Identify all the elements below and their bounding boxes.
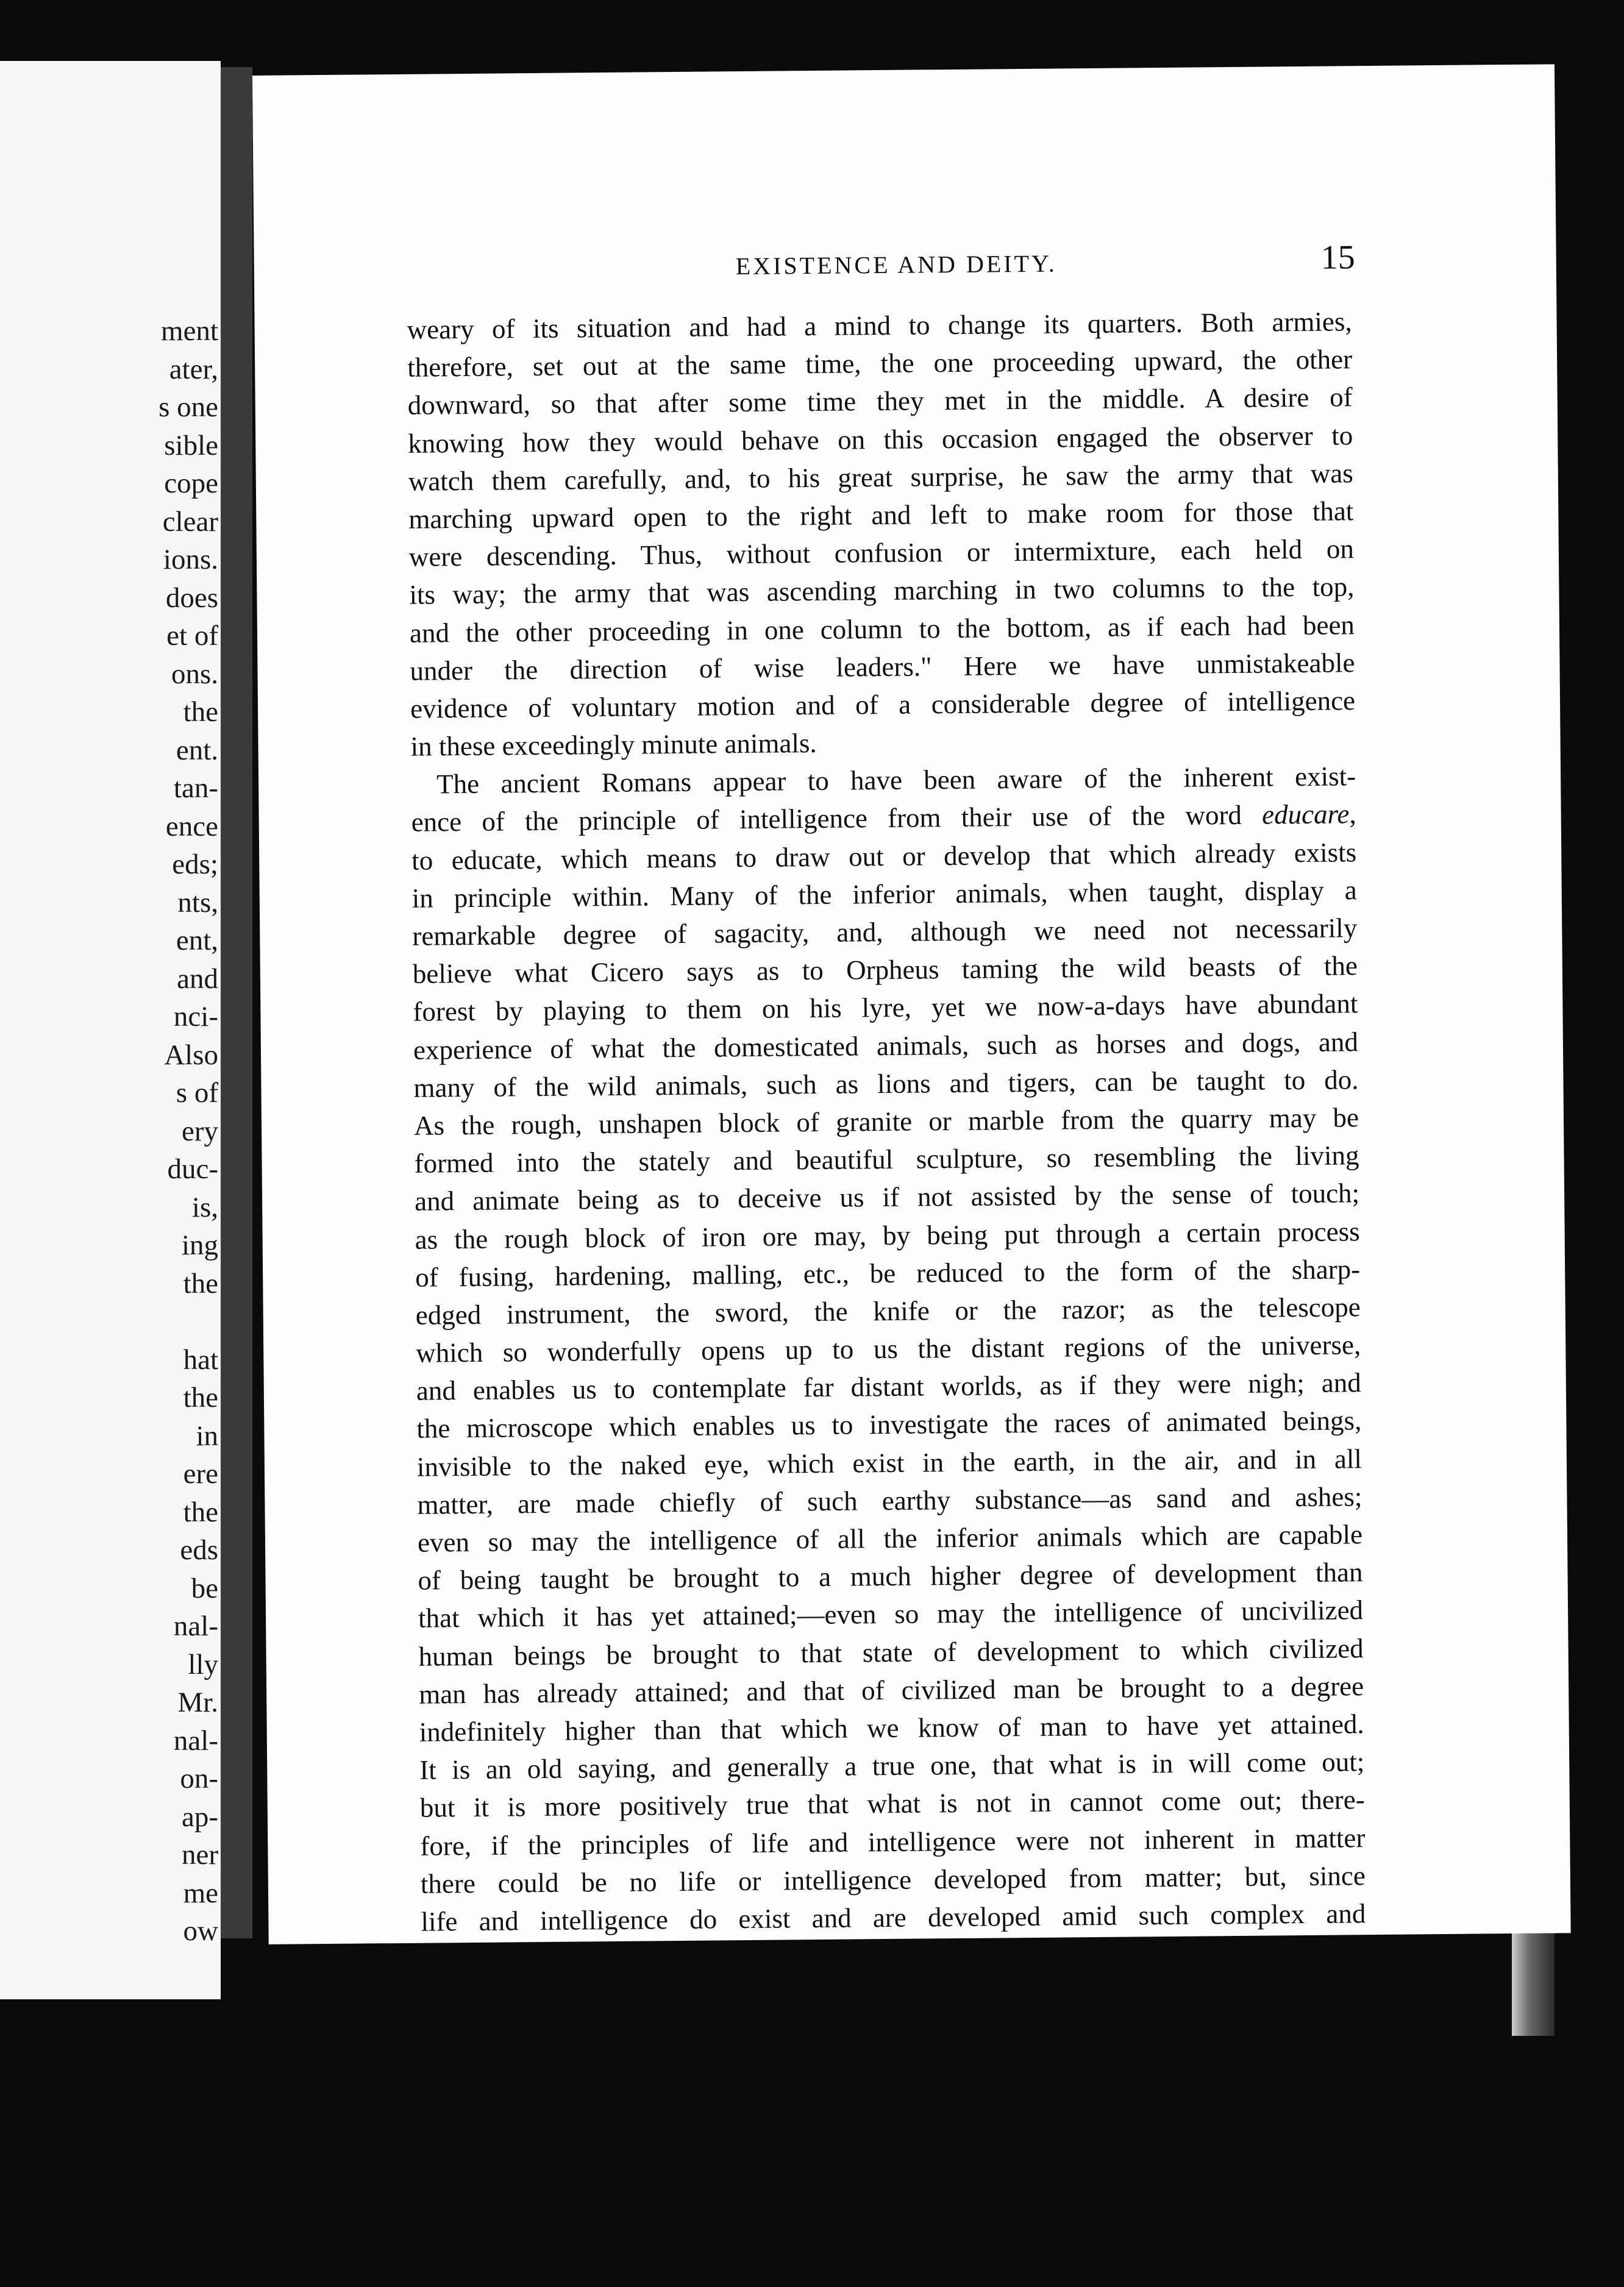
- facing-page-line: ions.: [163, 544, 218, 575]
- text-line: human beings be brought to that state of development to which civilized: [418, 1632, 1364, 1672]
- facing-page-line: ow: [183, 1915, 218, 1947]
- facing-page-line: the: [183, 1382, 218, 1414]
- text-line: watch them carefully, and, to his great surprise, he saw the army that was: [408, 458, 1353, 497]
- text-line: in these exceedingly minute animals.: [410, 728, 817, 762]
- facing-page-line: Mr.: [177, 1687, 218, 1718]
- text-line: and the other proceeding in one column to the bottom, as if each had been: [409, 609, 1355, 649]
- facing-page-line: the: [183, 696, 218, 728]
- text-line: invisible to the naked eye, which exist in the earth, in the air, and in all: [416, 1443, 1362, 1482]
- text-line: marching upward open to the right and left to make room for those that: [408, 496, 1354, 535]
- text-line: of being taught be brought to a much higher degree of development than: [418, 1557, 1363, 1596]
- book-page: [252, 64, 1571, 1944]
- facing-page-line: ent,: [176, 925, 218, 956]
- text-line: and enables us to contemplate far distant worlds, as if they were nigh; and: [416, 1367, 1362, 1406]
- text-line: but it is more positively true that what is not in cannot come out; there-: [419, 1784, 1365, 1824]
- text-line: ence of the principle of intelligence from their use of the word educare,: [411, 798, 1356, 838]
- text-line: edged instrument, the sword, the knife or the razor; as the telescope: [415, 1292, 1361, 1331]
- text-line: its way; the army that was ascending marching in two columns to the top,: [409, 571, 1355, 611]
- text-line: even so may the intelligence of all the inferior animals which are capable: [417, 1519, 1363, 1558]
- text-line: The ancient Romans appear to have been aware of the inherent exist-: [436, 761, 1356, 800]
- text-line: remarkable degree of sagacity, and, although we need not necessarily: [412, 912, 1358, 951]
- facing-page-line: nci-: [173, 1001, 218, 1033]
- text-line: knowing how they would behave on this occasion engaged the observer to: [408, 419, 1353, 459]
- facing-page-line: me: [183, 1877, 218, 1909]
- facing-page-line: ent.: [176, 734, 218, 766]
- facing-page-line: eds;: [172, 848, 218, 880]
- facing-page-line: is,: [191, 1191, 218, 1223]
- text-line: matter, are made chiefly of such earthy substance—as sand and ashes;: [417, 1481, 1362, 1520]
- facing-page-line: in: [196, 1420, 218, 1452]
- facing-page-line: cope: [164, 468, 218, 499]
- text-line: the microscope which enables us to investigate the races of animated beings,: [416, 1405, 1362, 1445]
- facing-page-line: does: [165, 582, 218, 614]
- text-line: fore, if the principles of life and intelligence were not inherent in matter: [420, 1822, 1366, 1862]
- text-line: evidence of voluntary motion and of a considerable degree of intelligence: [410, 685, 1356, 724]
- facing-page-line: ere: [183, 1458, 218, 1490]
- facing-page-line: ment: [161, 315, 218, 347]
- text-line: It is an old saying, and generally a true one, that what is in will come out;: [419, 1746, 1365, 1785]
- text-line: weary of its situation and had a mind to change its quarters. Both armies,: [407, 306, 1352, 345]
- text-line: believe what Cicero says as to Orpheus taming the wild beasts of the: [412, 950, 1358, 989]
- text-line: of fusing, hardening, malling, etc., be reduced to the form of the sharp-: [415, 1253, 1361, 1293]
- running-head: EXISTENCE AND DEITY.: [735, 249, 1057, 280]
- text-line: as the rough block of iron ore may, by being put through a certain process: [415, 1215, 1360, 1255]
- book-gutter: [221, 67, 252, 1938]
- text-line: formed into the stately and beautiful sculpture, so resembling the living: [414, 1140, 1359, 1179]
- text-line: many of the wild animals, such as lions and tigers, can be taught to do.: [413, 1064, 1359, 1103]
- facing-page-line: duc-: [167, 1153, 218, 1185]
- facing-page-line: et of: [166, 620, 218, 652]
- text-line: As the rough, unshapen block of granite or marble from the quarry may be: [413, 1102, 1359, 1141]
- text-line: and animate being as to deceive us if not assisted by the sense of touch;: [414, 1178, 1360, 1217]
- facing-page-line: be: [191, 1572, 218, 1604]
- text-line: there could be no life or intelligence developed from matter; but, since: [420, 1860, 1366, 1899]
- facing-page-line: ons.: [171, 658, 218, 690]
- text-line: under the direction of wise leaders." Here we have unmistakeable: [410, 647, 1355, 686]
- text-line: experience of what the domesticated animals, such as horses and dogs, and: [413, 1026, 1359, 1065]
- facing-page-line: eds: [180, 1534, 218, 1566]
- facing-page-line: and: [177, 962, 218, 995]
- text-line: to educate, which means to draw out or develop that which already exists: [411, 836, 1357, 876]
- page-number: 15: [1320, 238, 1355, 277]
- facing-page-line: ing: [181, 1229, 218, 1261]
- facing-page-line: ap-: [181, 1801, 218, 1833]
- facing-page-line: Also: [164, 1039, 218, 1071]
- facing-page-line: ery: [181, 1115, 218, 1147]
- text-line: therefore, set out at the same time, the one proceeding upward, the other: [407, 344, 1353, 383]
- facing-page-line: the: [183, 1496, 218, 1528]
- text-line: man has already attained; and that of civilized man be brought to a degree: [418, 1670, 1364, 1710]
- facing-page-line: lly: [188, 1648, 218, 1681]
- page-body-text: [407, 302, 1366, 1940]
- facing-page-line: s one: [158, 391, 218, 423]
- facing-page-line: clear: [162, 505, 218, 538]
- facing-page-line: the: [183, 1267, 218, 1300]
- text-line: indefinitely higher than that which we know of man to have yet attained.: [419, 1709, 1364, 1748]
- facing-page-line: ner: [181, 1839, 218, 1871]
- text-line: which so wonderfully opens up to us the distant regions of the universe,: [416, 1329, 1361, 1368]
- facing-page-line: hat: [183, 1343, 218, 1376]
- text-line: downward, so that after some time they met in the middle. A desire of: [407, 382, 1353, 421]
- facing-page-line: sible: [164, 429, 218, 461]
- text-line: forest by playing to them on his lyre, yet we now-a-days have abundant: [413, 988, 1358, 1028]
- facing-page-line: ence: [165, 810, 218, 842]
- text-line: that which it has yet attained;—even so may the intelligence of uncivilized: [418, 1595, 1364, 1634]
- facing-page-line: nal-: [173, 1724, 218, 1757]
- facing-page-line: ater,: [169, 353, 218, 385]
- facing-page-line: s of: [176, 1077, 218, 1109]
- text-line: in principle within. Many of the inferior animals, when taught, display a: [411, 875, 1357, 914]
- facing-page-line: on-: [180, 1763, 218, 1794]
- facing-page-fragment: [0, 61, 221, 1999]
- facing-page-line: tan-: [173, 772, 218, 804]
- text-line: life and intelligence do exist and are developed amid such complex and: [421, 1898, 1366, 1937]
- facing-page-line: nal-: [173, 1610, 218, 1642]
- text-line: were descending. Thus, without confusion or intermixture, each held on: [408, 533, 1355, 572]
- facing-page-line: nts,: [177, 886, 218, 919]
